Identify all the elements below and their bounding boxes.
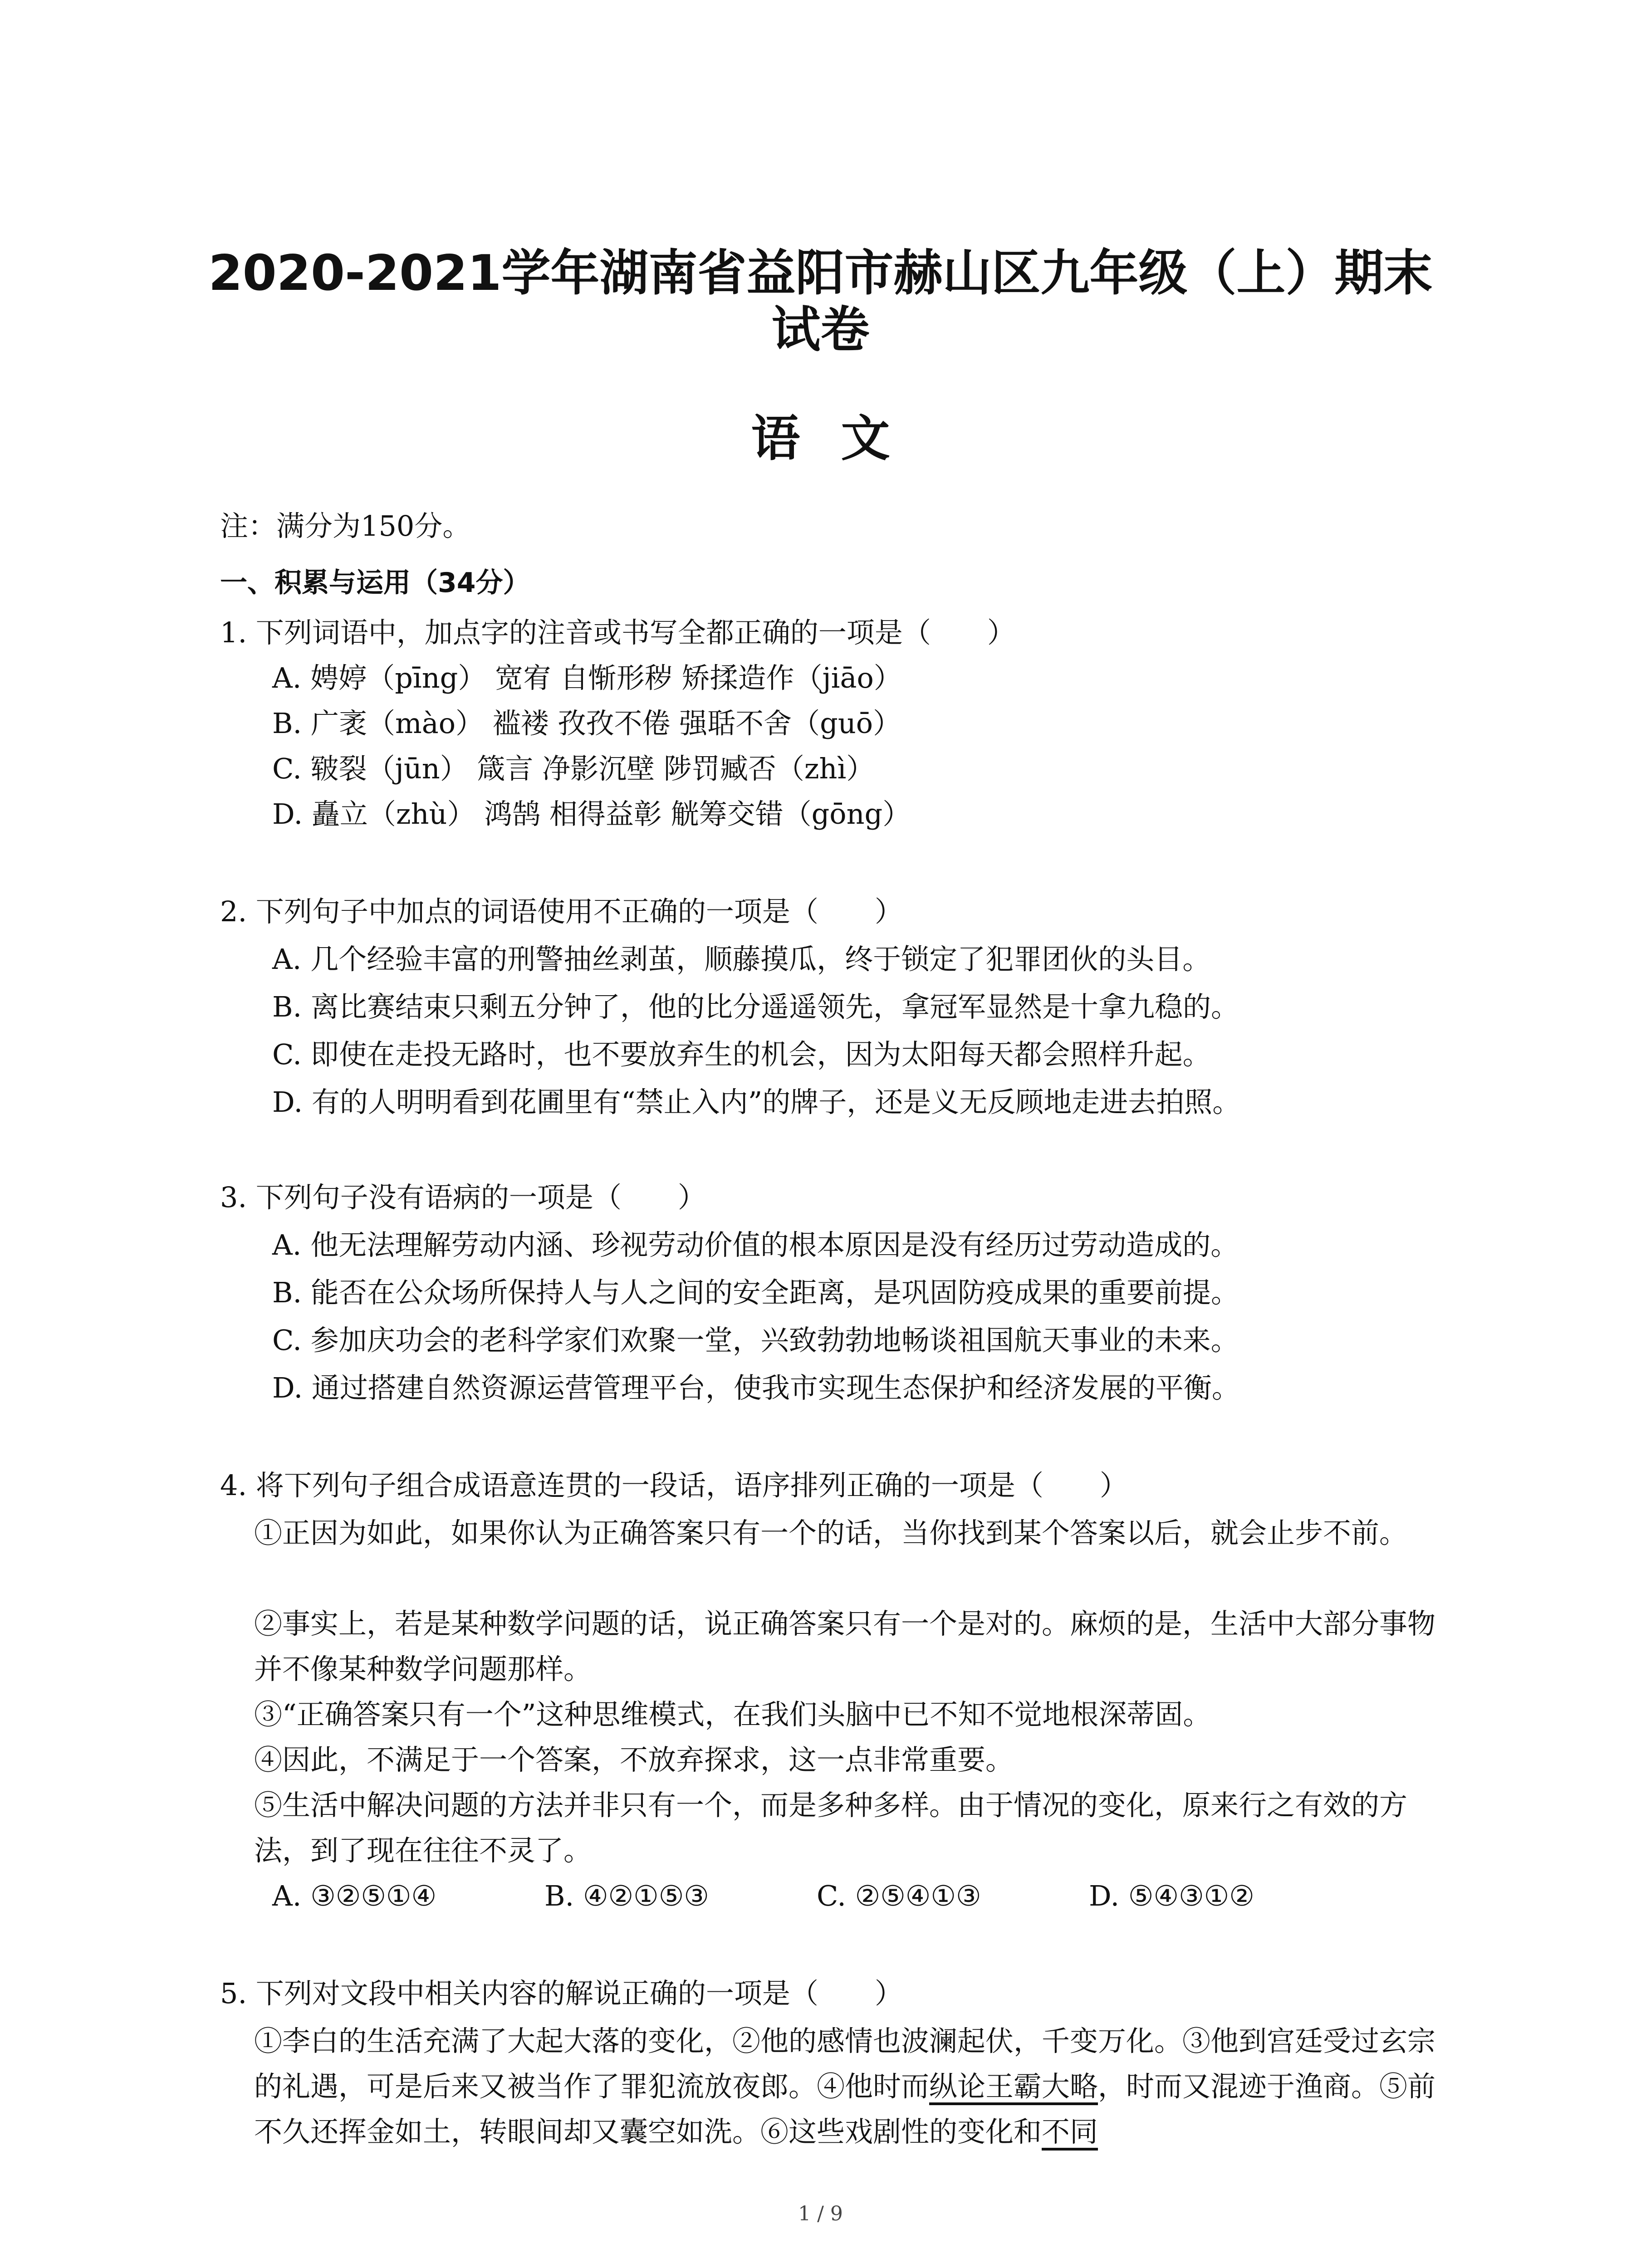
question-4-stem: 4. 将下列句子组合成语意连贯的一段话，语序排列正确的一项是（ ） (220, 1469, 1128, 1502)
question-4-sentence-5: ⑤生活中解决问题的方法并非只有一个，而是多种多样。由于情况的变化，原来行之有效的方法，到了现在往往不灵了。 (254, 1789, 1408, 1867)
question-5-passage (254, 2019, 1452, 2155)
question-3-option-b: B. 能否在公众场所保持人与人之间的安全距离，是巩固防疫成果的重要前提。 (272, 1276, 1239, 1309)
question-3-option-c: C. 参加庆功会的老科学家们欢聚一堂，兴致勃勃地畅谈祖国航天事业的未来。 (272, 1324, 1239, 1357)
question-2-option-a: A. 几个经验丰富的刑警抽丝剥茧，顺藤摸瓜，终于锁定了犯罪团伙的头目。 (272, 943, 1211, 976)
question-1-option-b: B. 广袤（mào） 褴褛 孜孜不倦 强聒不舍（guō） (272, 707, 901, 740)
question-4-choice-b: B. ④②①⑤③ (544, 1879, 709, 1912)
question-1-option-c: C. 皲裂（jūn） 箴言 净影沉壁 陟罚臧否（zhì） (272, 752, 875, 785)
page-number: 1 / 9 (798, 2202, 843, 2225)
passage-text-1: ①李白的生活充满了大起大落的变化，②他的感情也波澜起伏，千变万化。③他到宫廷受过玄宗的礼遇，可是后来又被当作了罪犯流放夜郎。④他时而 (254, 2024, 1436, 2103)
question-1-option-a: A. 娉婷（pīng） 宽宥 自惭形秽 矫揉造作（jiāo） (272, 661, 902, 694)
passage-text-2: ，时而又混迹于渔商。⑤前不久还挥金如土，转眼间却又囊空如洗。⑥这些戏剧性的变化和 (254, 2070, 1436, 2148)
section-heading: 一、积累与运用（34分） (220, 567, 530, 599)
question-2-option-c: C. 即使在走投无路时，也不要放弃生的机会，因为太阳每天都会照样升起。 (272, 1038, 1211, 1071)
question-4-sentence-4: ④因此，不满足于一个答案，不放弃探求，这一点非常重要。 (254, 1743, 1014, 1776)
question-1-option-d: D. 矗立（zhù） 鸿鹄 相得益彰 觥筹交错（gōng） (272, 797, 911, 831)
question-3-option-d: D. 通过搭建自然资源运营管理平台，使我市实现生态保护和经济发展的平衡。 (272, 1371, 1240, 1404)
passage-underlined-2: 不同 (1042, 2115, 1098, 2148)
exam-title-line1: 2020-2021学年湖南省益阳市赫山区九年级（上）期末 (208, 245, 1433, 302)
question-4-sentence-1: ①正因为如此，如果你认为正确答案只有一个的话，当你找到某个答案以后，就会止步不前。 (254, 1516, 1408, 1549)
question-4-choice-d: D. ⑤④③①② (1089, 1879, 1254, 1912)
subject-heading: 语文 (751, 411, 931, 467)
exam-title-line2: 试卷 (771, 302, 870, 358)
question-2-option-d: D. 有的人明明看到花圃里有“禁止入内”的牌子，还是义无反顾地走进去拍照。 (272, 1085, 1241, 1119)
question-2-option-b: B. 离比赛结束只剩五分钟了，他的比分遥遥领先，拿冠军显然是十拿九稳的。 (272, 990, 1239, 1023)
question-4-sentence-3: ③“正确答案只有一个”这种思维模式，在我们头脑中已不知不觉地根深蒂固。 (254, 1698, 1211, 1731)
question-5-stem: 5. 下列对文段中相关内容的解说正确的一项是（ ） (220, 1977, 903, 2010)
question-4-sentence-2: ②事实上，若是某种数学问题的话，说正确答案只有一个是对的。麻烦的是，生活中大部分事物并不像某种数学问题那样。 (254, 1607, 1436, 1686)
question-3-option-a: A. 他无法理解劳动内涵、珍视劳动价值的根本原因是没有经历过劳动造成的。 (272, 1228, 1239, 1261)
question-1-stem: 1. 下列词语中，加点字的注音或书写全都正确的一项是（ ） (220, 616, 1015, 649)
question-4-choice-c: C. ②⑤④①③ (817, 1879, 981, 1912)
question-4-choice-a: A. ③②⑤①④ (272, 1879, 437, 1912)
passage-underlined-1: 纵论王霸大略 (929, 2070, 1098, 2103)
question-2-stem: 2. 下列句子中加点的词语使用不正确的一项是（ ） (220, 895, 903, 928)
score-note: 注：满分为150分。 (220, 509, 471, 543)
question-4-choices (272, 1878, 1361, 1914)
question-3-stem: 3. 下列句子没有语病的一项是（ ） (220, 1181, 706, 1214)
